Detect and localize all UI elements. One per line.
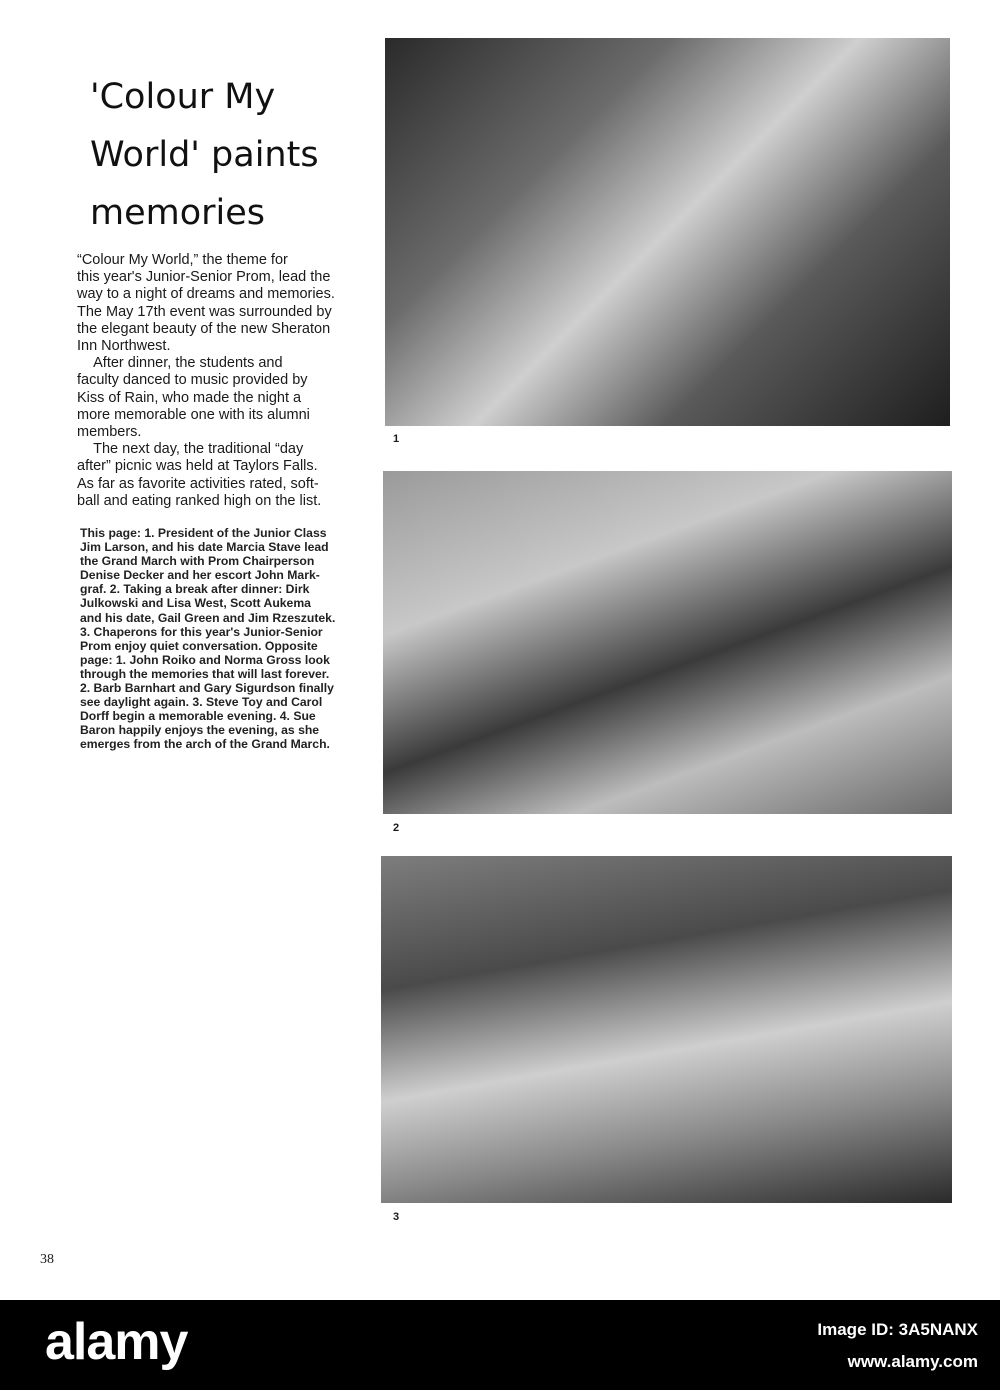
photo-number: 1 xyxy=(393,433,400,445)
text-line: members. xyxy=(77,424,142,441)
text-line: This page: 1. President of the Junior Class xyxy=(80,526,327,540)
photo-captions xyxy=(80,526,335,752)
text-line: more memorable one with its alumni xyxy=(77,406,310,423)
text-line: faculty danced to music provided by xyxy=(77,372,308,389)
photo-grand-march xyxy=(385,38,950,426)
text-line: The next day, the traditional “day xyxy=(77,441,304,458)
image-id: Image ID: 3A5NANX xyxy=(817,1320,978,1339)
text-line: Prom enjoy quiet conversation. Opposite xyxy=(80,638,318,653)
watermark-bar xyxy=(0,1300,1000,1390)
text-line: Inn Northwest. xyxy=(77,338,171,355)
text-line: the Grand March with Prom Chairperson xyxy=(80,554,315,569)
text-line: Julkowski and Lisa West, Scott Aukema xyxy=(80,596,311,611)
text-line: As far as favorite activities rated, soft- xyxy=(77,475,319,492)
text-line: through the memories that will last forever. xyxy=(80,666,330,681)
text-line: page: 1. John Roiko and Norma Gross look xyxy=(80,652,330,667)
text-line: “Colour My World,” the theme for xyxy=(77,252,288,268)
text-line: after” picnic was held at Taylors Falls. xyxy=(77,458,318,475)
photo-number: 2 xyxy=(393,822,400,834)
text-line: emerges from the arch of the Grand March. xyxy=(80,737,330,752)
text-line: way to a night of dreams and memories. xyxy=(77,286,335,303)
photo-dinner-break xyxy=(383,471,952,814)
text-line: Baron happily enjoys the evening, as she xyxy=(80,723,320,738)
photo-number: 3 xyxy=(393,1211,400,1223)
text-line: Denise Decker and her escort John Mark- xyxy=(80,568,320,583)
article-body xyxy=(77,252,367,510)
text-line: see daylight again. 3. Steve Toy and Carol xyxy=(80,695,323,710)
text-line: 2. Barb Barnhart and Gary Sigurdson finally xyxy=(80,681,334,696)
title-line: memories xyxy=(90,193,266,233)
text-line: graf. 2. Taking a break after dinner: Dirk xyxy=(80,582,310,597)
text-line: the elegant beauty of the new Sheraton xyxy=(77,320,331,337)
text-line: ball and eating ranked high on the list. xyxy=(77,492,322,509)
title-line: World' paints xyxy=(90,135,319,175)
alamy-logo: alamy xyxy=(45,1313,188,1371)
text-line: 3. Chaperons for this year's Junior-Senior xyxy=(80,624,323,639)
watermark-url: www.alamy.com xyxy=(847,1352,978,1371)
title-line: 'Colour My xyxy=(90,77,276,117)
text-line: Jim Larson, and his date Marcia Stave lead xyxy=(80,540,329,555)
text-line: this year's Junior-Senior Prom, lead the xyxy=(77,269,331,286)
text-line: and his date, Gail Green and Jim Rzeszutek. xyxy=(80,610,336,625)
text-line: The May 17th event was surrounded by xyxy=(77,303,332,320)
photo-chaperons xyxy=(381,856,952,1203)
page-number: 38 xyxy=(40,1252,54,1267)
text-line: After dinner, the students and xyxy=(77,355,283,372)
text-line: Dorff begin a memorable evening. 4. Sue xyxy=(80,709,316,724)
text-line: Kiss of Rain, who made the night a xyxy=(77,389,302,406)
article-title xyxy=(90,68,319,242)
